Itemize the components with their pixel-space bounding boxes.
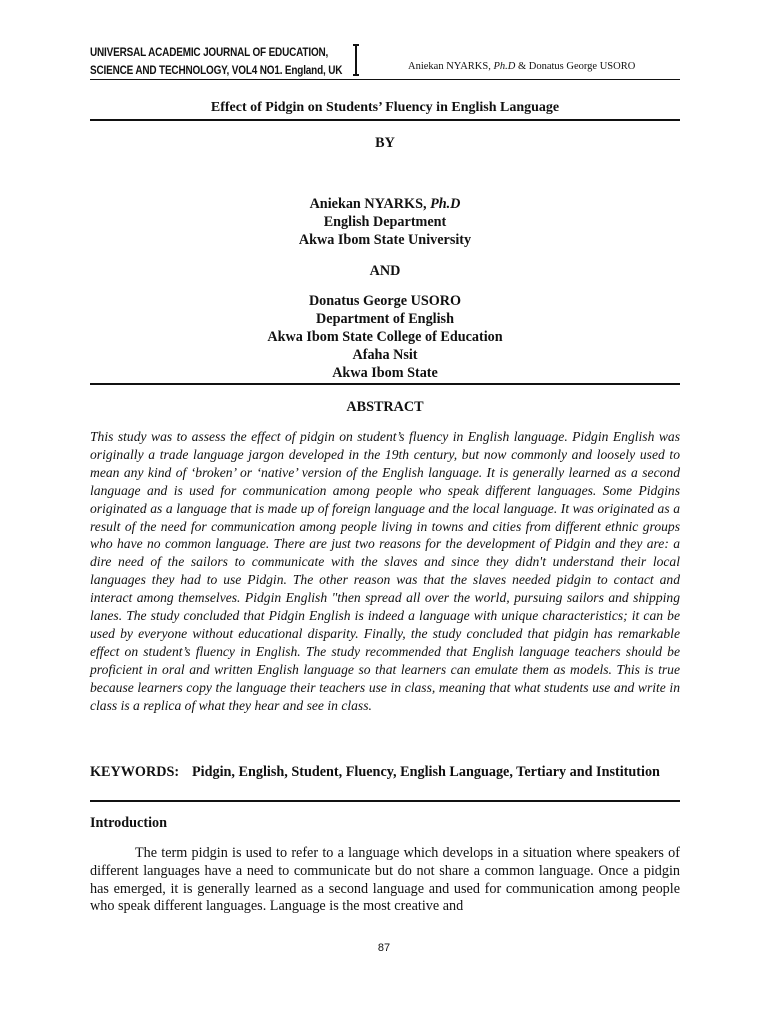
author2-institution: Akwa Ibom State College of Education [267, 329, 503, 345]
author1-name-line [90, 195, 680, 213]
keywords-label: KEYWORDS: [90, 764, 180, 780]
keywords-text: Pidgin, English, Student, Fluency, English Language, Tertiary and Institution [192, 764, 660, 780]
author1-name: Aniekan NYARKS, [309, 196, 427, 212]
introduction-text: The term pidgin is used to refer to a language which develops in a situation where speakers of different languages have a need to communicate but do not share a common language. Once a pidgin has emerged, it is generally learned as a second language and used for communication among people who speak different languages. Language is the most creative and [90, 845, 680, 915]
author1-block [90, 195, 680, 249]
author2-name: Donatus George USORO [308, 293, 462, 309]
journal-title-line1: UNIVERSAL ACADEMIC JOURNAL OF EDUCATION, [90, 46, 329, 59]
abstract-text: This study was to assess the effect of pidgin on student’s fluency in English language. Pidgin English was originally a trade language jargon developed in the 19th century, but now commonly and loosely used to mean any kind of ‘broken’ or ‘native’ version of the English language. It is generally learned as a second language and is used for communication among people who speak different languages. Some Pidgins originated as a language that is made up of foreign language and the local language. It was originated as a result of the need for communication among people living in towns and cities from different ethnic groups who have no common language. There are just two reasons for the development of Pidgin and they are: a dire need of the sailors to communicate with the slaves and since they didn't understand their local languages they had to use Pidgin. The other reason was that the slaves needed pidgin to contact and interact among themselves. Pidgin English "then spread all over the world, pursuing sailors and shipping lanes. The study concluded that Pidgin English is indeed a language with unique characteristics; it can be used by everyone without educational disparity. Finally, the study concluded that pidgin has remarkable effect on student’s fluency in English. The study recommended that English language teachers should be proficient in oral and written English language so that learners can emulate them as models. This is true because learners copy the language their teachers use in class, meaning that what students use and write in class is a replica of what they hear and see in class. [90, 429, 680, 713]
journal-volume-info: VOL4 NO1. England, UK [229, 64, 343, 77]
author1-degree: Ph.D [430, 196, 461, 212]
authors-rule [90, 383, 680, 385]
abstract-heading: ABSTRACT [346, 399, 424, 415]
author1-department: English Department [323, 214, 447, 230]
author2-block [90, 292, 680, 382]
header-separator [355, 44, 357, 76]
and-label: AND [369, 263, 401, 279]
author1-institution: Akwa Ibom State University [298, 232, 472, 248]
page-number: 87 [377, 942, 391, 954]
running-author-2: & Donatus George USORO [515, 61, 636, 72]
keywords-rule [90, 800, 680, 802]
author2-town: Afaha Nsit [352, 347, 418, 363]
running-authors [408, 61, 635, 72]
running-author-1: Aniekan NYARKS, [408, 61, 494, 72]
author2-department: Department of English [316, 311, 454, 327]
keywords [90, 763, 680, 781]
paper-title: Effect of Pidgin on Students’ Fluency in English Language [210, 100, 560, 115]
journal-header [90, 44, 343, 80]
title-rule [90, 119, 680, 121]
running-author-1-degree: Ph.D [493, 61, 516, 72]
journal-title-line2 [90, 62, 343, 80]
by-label: BY [375, 135, 395, 151]
journal-title-line2-bold: SCIENCE AND TECHNOLOGY, [90, 64, 230, 77]
header-rule [90, 79, 680, 80]
introduction-heading: Introduction [90, 815, 167, 831]
author2-state: Akwa Ibom State [332, 365, 438, 381]
